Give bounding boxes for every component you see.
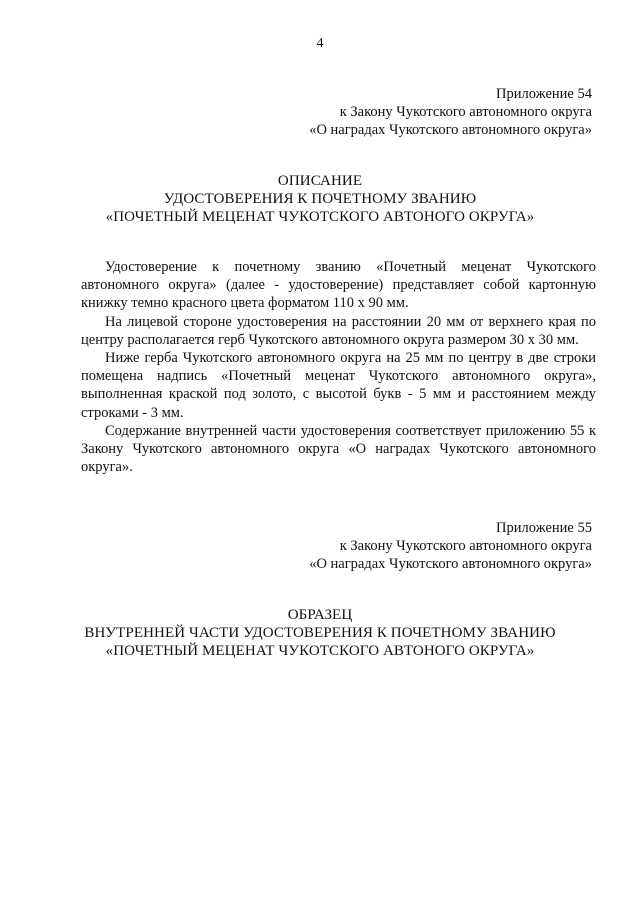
sample-heading-subtitle: ВНУТРЕННЕЙ ЧАСТИ УДОСТОВЕРЕНИЯ К ПОЧЕТНОМУ ЗВАНИЮ	[84, 625, 556, 641]
paragraph-inner-content: Содержание внутренней части удостоверения соответствует приложению 55 к Закону Чукотского автономного округа «О наградах Чукотского автономного округа».	[81, 422, 596, 476]
sample-heading	[0, 606, 640, 660]
appendix-55-header	[309, 519, 592, 573]
description-body	[81, 258, 596, 476]
appendix-55-law-reference: к Закону Чукотского автономного округа	[339, 538, 592, 554]
appendix-54-law-reference: к Закону Чукотского автономного округа	[339, 104, 592, 120]
description-heading-subtitle: УДОСТОВЕРЕНИЯ К ПОЧЕТНОМУ ЗВАНИЮ	[163, 191, 477, 207]
paragraph-inscription: Ниже герба Чукотского автономного округа на 25 мм по центру в две строки помещена надпись «Почетный меценат Чукотского автономного округа», выполненная краской под золото, с высотой букв - 5 мм и расстоянием между строками - 3 мм.	[81, 350, 596, 421]
page-number: 4	[316, 36, 324, 51]
paragraph-coat-of-arms: На лицевой стороне удостоверения на расстоянии 20 мм от верхнего края по центру располагается герб Чукотского автономного округа размером 30 х 30 мм.	[81, 313, 596, 348]
description-heading	[0, 172, 640, 226]
description-heading-award-name: «ПОЧЕТНЫЙ МЕЦЕНАТ ЧУКОТСКОГО АВТОНОГО ОКРУГА»	[105, 209, 535, 225]
appendix-54-title: Приложение 54	[496, 86, 592, 102]
sample-heading-award-name: «ПОЧЕТНЫЙ МЕЦЕНАТ ЧУКОТСКОГО АВТОНОГО ОКРУГА»	[105, 643, 535, 659]
appendix-54-law-name: «О наградах Чукотского автономного округа»	[309, 122, 592, 138]
appendix-55-title: Приложение 55	[496, 520, 592, 536]
paragraph-certificate-format: Удостоверение к почетному званию «Почетный меценат Чукотского автономного округа» (далее - удостоверение) представляет собой картонную книжку темно красного цвета форматом 110 х 90 мм.	[81, 259, 596, 312]
appendix-54-header	[309, 85, 592, 139]
description-heading-title: ОПИСАНИЕ	[277, 173, 363, 189]
sample-heading-title: ОБРАЗЕЦ	[287, 607, 353, 623]
appendix-55-law-name: «О наградах Чукотского автономного округа»	[309, 556, 592, 572]
